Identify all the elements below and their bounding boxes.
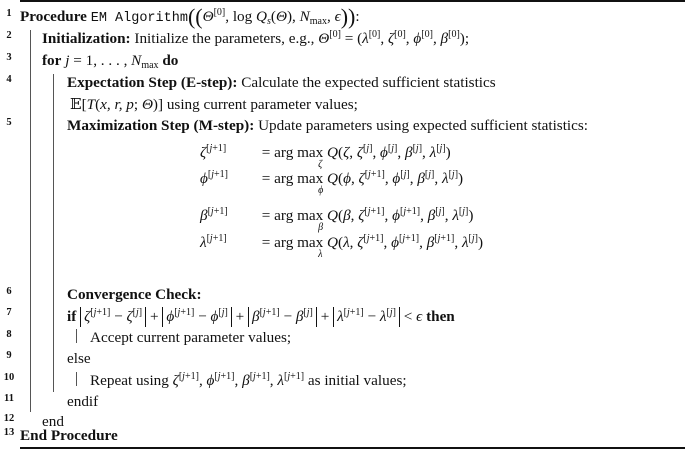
mstep-text: Update parameters using expected sufficient statistics: <box>258 117 589 134</box>
line-number: 8 <box>6 329 12 340</box>
line-number: 6 <box>6 286 12 297</box>
line-number: 7 <box>6 307 12 318</box>
equation-lambda: λ[j+1] = arg max λ Q(λ, ζ[j+1], ϕ[j+1], β[j+1], λ[j]) <box>200 233 484 260</box>
init-text: Initialize the parameters, e.g., <box>134 30 315 47</box>
estep-text: Calculate the expected sufficient statistics <box>241 74 496 91</box>
init-label: Initialization: <box>42 30 131 47</box>
line-number: 12 <box>3 413 15 424</box>
line-number: 10 <box>3 372 15 383</box>
line-number: 9 <box>6 350 12 361</box>
indent-bar-then <box>76 329 77 343</box>
indent-bar-procedure <box>30 30 31 412</box>
mstep-label: Maximization Step (M-step): <box>67 117 255 134</box>
line-number: 5 <box>6 117 12 128</box>
top-rule <box>20 0 685 2</box>
bottom-rule <box>20 447 685 449</box>
indent-bar-for-loop <box>53 74 54 392</box>
equation-beta: β[j+1] = arg max β Q(β, ζ[j+1], ϕ[j+1], β[j], λ[j]) <box>200 206 474 233</box>
line-number: 11 <box>4 393 14 404</box>
equation-zeta: ζ[j+1] = arg max ζ Q(ζ, ζ[j], ϕ[j], β[j], λ[j]) <box>200 143 451 170</box>
indent-bar-else <box>76 372 77 386</box>
line-number: 2 <box>6 30 12 41</box>
line-number: 13 <box>3 427 15 438</box>
line-number: 4 <box>6 74 12 85</box>
line-number: 1 <box>6 8 12 19</box>
procedure-header: Procedure EM Algorithm((Θ[0], $\log Q_s(\Theta)$, $N_{max}$, ϵ)): <box>20 4 360 29</box>
estep-label: Expectation Step (E-step): <box>67 74 238 91</box>
convergence-label: Convergence Check: <box>67 286 202 303</box>
equation-phi: ϕ[j+1] = arg max ϕ Q(ϕ, ζ[j+1], ϕ[j], β[j], λ[j]) <box>200 169 464 196</box>
line-number: 3 <box>6 52 12 63</box>
